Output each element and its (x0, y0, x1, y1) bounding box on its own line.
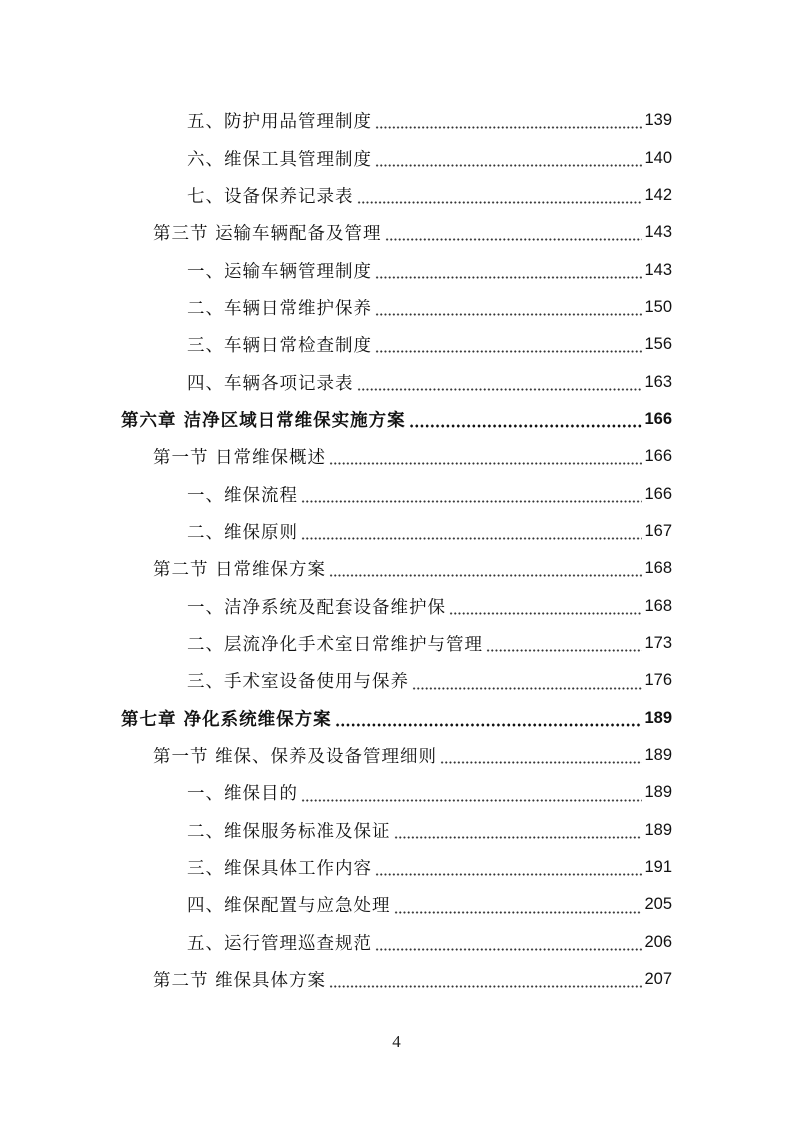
toc-entry-title: 四、车辆各项记录表 (187, 373, 354, 394)
toc-dot-leader (329, 974, 642, 988)
toc-dot-leader (375, 937, 642, 951)
toc-entry-page: 167 (644, 521, 672, 540)
toc-section-entry[interactable] (0, 438, 793, 475)
toc-subsection-entry[interactable] (0, 251, 793, 288)
toc-dot-leader (375, 302, 642, 316)
toc-chapter-entry[interactable] (0, 401, 793, 438)
toc-entry-title: 第二节 日常维保方案 (153, 560, 327, 581)
toc-entry-title: 一、维保流程 (187, 485, 298, 506)
toc-dot-leader (394, 825, 643, 839)
table-of-contents (0, 102, 793, 998)
toc-entry-title: 二、维保原则 (187, 522, 298, 543)
toc-dot-leader (375, 862, 642, 876)
toc-dot-leader (375, 153, 642, 167)
toc-subsection-entry[interactable] (0, 475, 793, 512)
toc-dot-leader (301, 526, 642, 540)
toc-entry-page: 150 (644, 297, 672, 316)
toc-dot-leader (301, 788, 642, 802)
toc-section-entry[interactable] (0, 214, 793, 251)
toc-entry-title: 五、防护用品管理制度 (187, 112, 372, 133)
toc-entry-title: 第三节 运输车辆配备及管理 (153, 224, 382, 245)
toc-entry-page: 176 (644, 671, 672, 690)
toc-entry-title: 一、洁净系统及配套设备维护保 (187, 597, 446, 618)
page-number: 4 (392, 1032, 401, 1051)
toc-entry-page: 189 (644, 746, 672, 765)
toc-subsection-entry[interactable] (0, 662, 793, 699)
toc-entry-title: 三、手术室设备使用与保养 (187, 672, 409, 693)
toc-subsection-entry[interactable] (0, 587, 793, 624)
toc-dot-leader (375, 339, 642, 353)
toc-entry-page: 189 (644, 708, 672, 727)
toc-entry-page: 173 (644, 633, 672, 652)
toc-entry-title: 四、维保配置与应急处理 (187, 896, 391, 917)
toc-subsection-entry[interactable] (0, 513, 793, 550)
toc-entry-title: 七、设备保养记录表 (187, 186, 354, 207)
toc-entry-page: 166 (644, 484, 672, 503)
toc-subsection-entry[interactable] (0, 625, 793, 662)
toc-dot-leader (329, 451, 642, 465)
toc-dot-leader (357, 377, 643, 391)
toc-entry-title: 三、维保具体工作内容 (187, 859, 372, 880)
toc-subsection-entry[interactable] (0, 812, 793, 849)
toc-subsection-entry[interactable] (0, 326, 793, 363)
toc-entry-title: 第二节 维保具体方案 (153, 971, 327, 992)
toc-entry-title: 一、运输车辆管理制度 (187, 261, 372, 282)
toc-entry-page: 143 (644, 223, 672, 242)
toc-entry-title: 二、车辆日常维护保养 (187, 298, 372, 319)
toc-dot-leader (412, 676, 642, 690)
toc-entry-page: 166 (644, 409, 672, 428)
toc-entry-page: 166 (644, 447, 672, 466)
toc-entry-page: 163 (644, 372, 672, 391)
toc-entry-page: 189 (644, 820, 672, 839)
toc-dot-leader (375, 265, 642, 279)
toc-entry-page: 142 (644, 185, 672, 204)
toc-dot-leader (301, 489, 642, 503)
toc-entry-title: 二、维保服务标准及保证 (187, 821, 391, 842)
toc-dot-leader (440, 750, 642, 764)
toc-entry-page: 207 (644, 970, 672, 989)
toc-entry-title: 三、车辆日常检查制度 (187, 336, 372, 357)
toc-dot-leader (329, 563, 642, 577)
toc-dot-leader (375, 115, 642, 129)
toc-entry-title: 二、层流净化手术室日常维护与管理 (187, 634, 483, 655)
toc-entry-title: 第一节 日常维保概述 (153, 448, 327, 469)
toc-section-entry[interactable] (0, 737, 793, 774)
toc-dot-leader (335, 713, 643, 727)
toc-section-entry[interactable] (0, 961, 793, 998)
toc-entry-page: 168 (644, 596, 672, 615)
toc-subsection-entry[interactable] (0, 139, 793, 176)
toc-entry-page: 191 (644, 858, 672, 877)
toc-dot-leader (394, 900, 643, 914)
toc-subsection-entry[interactable] (0, 289, 793, 326)
toc-entry-title: 第一节 维保、保养及设备管理细则 (153, 747, 438, 768)
toc-entry-title: 一、维保目的 (187, 784, 298, 805)
toc-entry-page: 206 (644, 932, 672, 951)
toc-entry-title: 第六章 洁净区域日常维保实施方案 (121, 410, 406, 431)
toc-subsection-entry[interactable] (0, 177, 793, 214)
toc-dot-leader (409, 414, 643, 428)
toc-section-entry[interactable] (0, 550, 793, 587)
toc-subsection-entry[interactable] (0, 924, 793, 961)
toc-entry-title: 第七章 净化系统维保方案 (121, 709, 332, 730)
toc-dot-leader (449, 601, 642, 615)
toc-dot-leader (357, 190, 643, 204)
toc-subsection-entry[interactable] (0, 102, 793, 139)
toc-entry-page: 205 (644, 895, 672, 914)
toc-entry-page: 189 (644, 783, 672, 802)
toc-subsection-entry[interactable] (0, 363, 793, 400)
toc-entry-page: 156 (644, 335, 672, 354)
toc-dot-leader (486, 638, 642, 652)
toc-subsection-entry[interactable] (0, 886, 793, 923)
toc-dot-leader (385, 227, 643, 241)
toc-subsection-entry[interactable] (0, 774, 793, 811)
toc-entry-page: 140 (644, 148, 672, 167)
toc-entry-page: 143 (644, 260, 672, 279)
toc-entry-page: 139 (644, 111, 672, 130)
toc-entry-title: 五、运行管理巡查规范 (187, 933, 372, 954)
toc-subsection-entry[interactable] (0, 849, 793, 886)
toc-chapter-entry[interactable] (0, 700, 793, 737)
toc-entry-title: 六、维保工具管理制度 (187, 149, 372, 170)
toc-entry-page: 168 (644, 559, 672, 578)
